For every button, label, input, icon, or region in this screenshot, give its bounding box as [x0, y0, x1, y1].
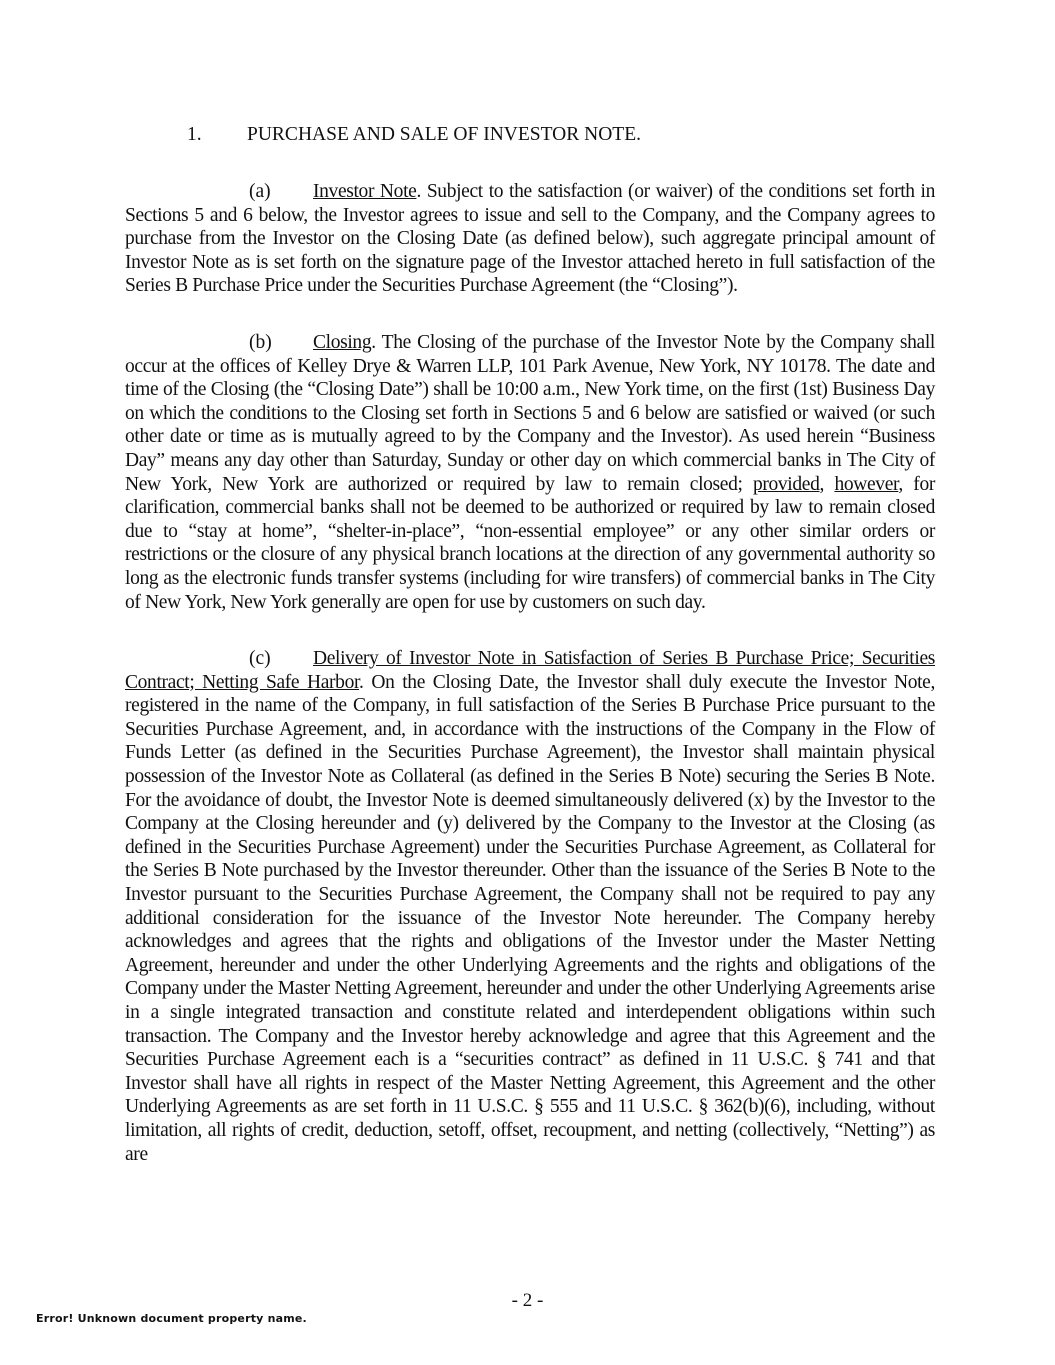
paragraph-b-text-2: , for clarification, commercial banks shall not be deemed to be authorized or required by law to remain closed due to “stay at home”, “shelter-in-place”, “non-essential employee” or any other similar orders or restrictions or the closure of any physical branch locations at the direction of any governmental authority so long as the electronic funds transfer systems (including for wire transfers) of commercial banks in The City of New York, New York generally are open for use by customers on such day.	[125, 473, 935, 613]
paragraph-a	[125, 180, 935, 298]
paragraph-b-heading: Closing	[313, 331, 372, 353]
paragraph-a-heading: Investor Note	[313, 181, 417, 202]
paragraph-b-label: (b)	[249, 331, 272, 353]
section-heading	[125, 123, 935, 147]
page-number: - 2 -	[511, 1290, 544, 1311]
however-term: however	[834, 473, 899, 495]
paragraph-c-heading: Delivery of Investor Note in Satisfaction of Series B Purchase Price; Securities Contract; Netting Safe Harbor	[125, 648, 935, 693]
paragraph-b-text-1: . The Closing of the purchase of the Investor Note by the Company shall occur at the offices of Kelley Drye & Warren LLP, 101 Park Avenue, New York, NY 10178. The date and time of the Closing (the “Closing Date”) shall be 10:00 a.m., New York time, on the first (1st) Business Day on which the conditions to the Closing set forth in Sections 5 and 6 below are satisfied or waived (or such other date or time as is mutually agreed to by the Company and the Investor). As used herein “Business Day” means any day other than Saturday, Sunday or other day on which commercial banks in The City of New York, New York are authorized or required by law to remain closed;	[125, 331, 935, 495]
field-error-text: Error! Unknown document property name.	[36, 1312, 307, 1325]
paragraph-a-text: . Subject to the satisfaction (or waiver) of the conditions set forth in Sections 5 and 6 below, the Investor agrees to issue and sell to the Company, and the Company agrees to purchase from the Investor on the Closing Date (as defined below), such aggregate principal amount of Investor Note as is set forth on the signature page of the Investor attached hereto in full satisfaction of the Series B Purchase Price under the Securities Purchase Agreement (the “Closing”).	[125, 181, 935, 297]
paragraph-c-text: . On the Closing Date, the Investor shall duly execute the Investor Note, registered in the name of the Company, in full satisfaction of the Series B Purchase Price pursuant to the Securities Purchase Agreement, and, in accordance with the instructions of the Company in the Flow of Funds Letter (as defined in the Securities Purchase Agreement), the Investor shall maintain physical possession of the Investor Note as Collateral (as defined in the Series B Note) securing the Series B Note. For the avoidance of doubt, the Investor Note is deemed simultaneously delivered (x) by the Investor to the Company at the Closing hereunder and (y) delivered by the Company to the Investor at the Closing (as defined in the Securities Purchase Agreement) under the Securities Purchase Agreement, as Collateral for the Series B Note purchased by the Investor thereunder. Other than the issuance of the Series B Note to the Investor pursuant to the Securities Purchase Agreement, the Company shall not be required to pay any additional consideration for the issuance of the Investor Note hereunder. The Company hereby acknowledges and agrees that the rights and obligations of the Investor under the Master Netting Agreement, hereunder and under the other Underlying Agreements and the rights and obligations of the Company under the Master Netting Agreement, hereunder and under the other Underlying Agreements arise in a single integrated transaction and constitute related and interdependent obligations within such transaction. The Company and the Investor hereby acknowledge and agree that this Agreement and the Securities Purchase Agreement each is a “securities contract” as defined in 11 U.S.C. § 741 and that Investor shall have all rights in respect of the Master Netting Agreement, this Agreement and the other Underlying Agreements as are set forth in 11 U.S.C. § 555 and 11 U.S.C. § 362(b)(6), including, without limitation, all rights of credit, deduction, setoff, offset, recoupment, and netting (collectively, “Netting”) as are	[125, 671, 936, 1165]
section-title: PURCHASE AND SALE OF INVESTOR NOTE.	[247, 124, 642, 145]
paragraph-c	[125, 647, 935, 1166]
paragraph-c-label: (c)	[249, 648, 271, 670]
document-body	[125, 123, 935, 1199]
section-number: 1.	[187, 124, 202, 145]
comma-separator: ,	[819, 473, 835, 495]
paragraph-a-label: (a)	[249, 181, 271, 202]
provided-term: provided	[752, 473, 820, 495]
paragraph-b	[125, 331, 935, 614]
